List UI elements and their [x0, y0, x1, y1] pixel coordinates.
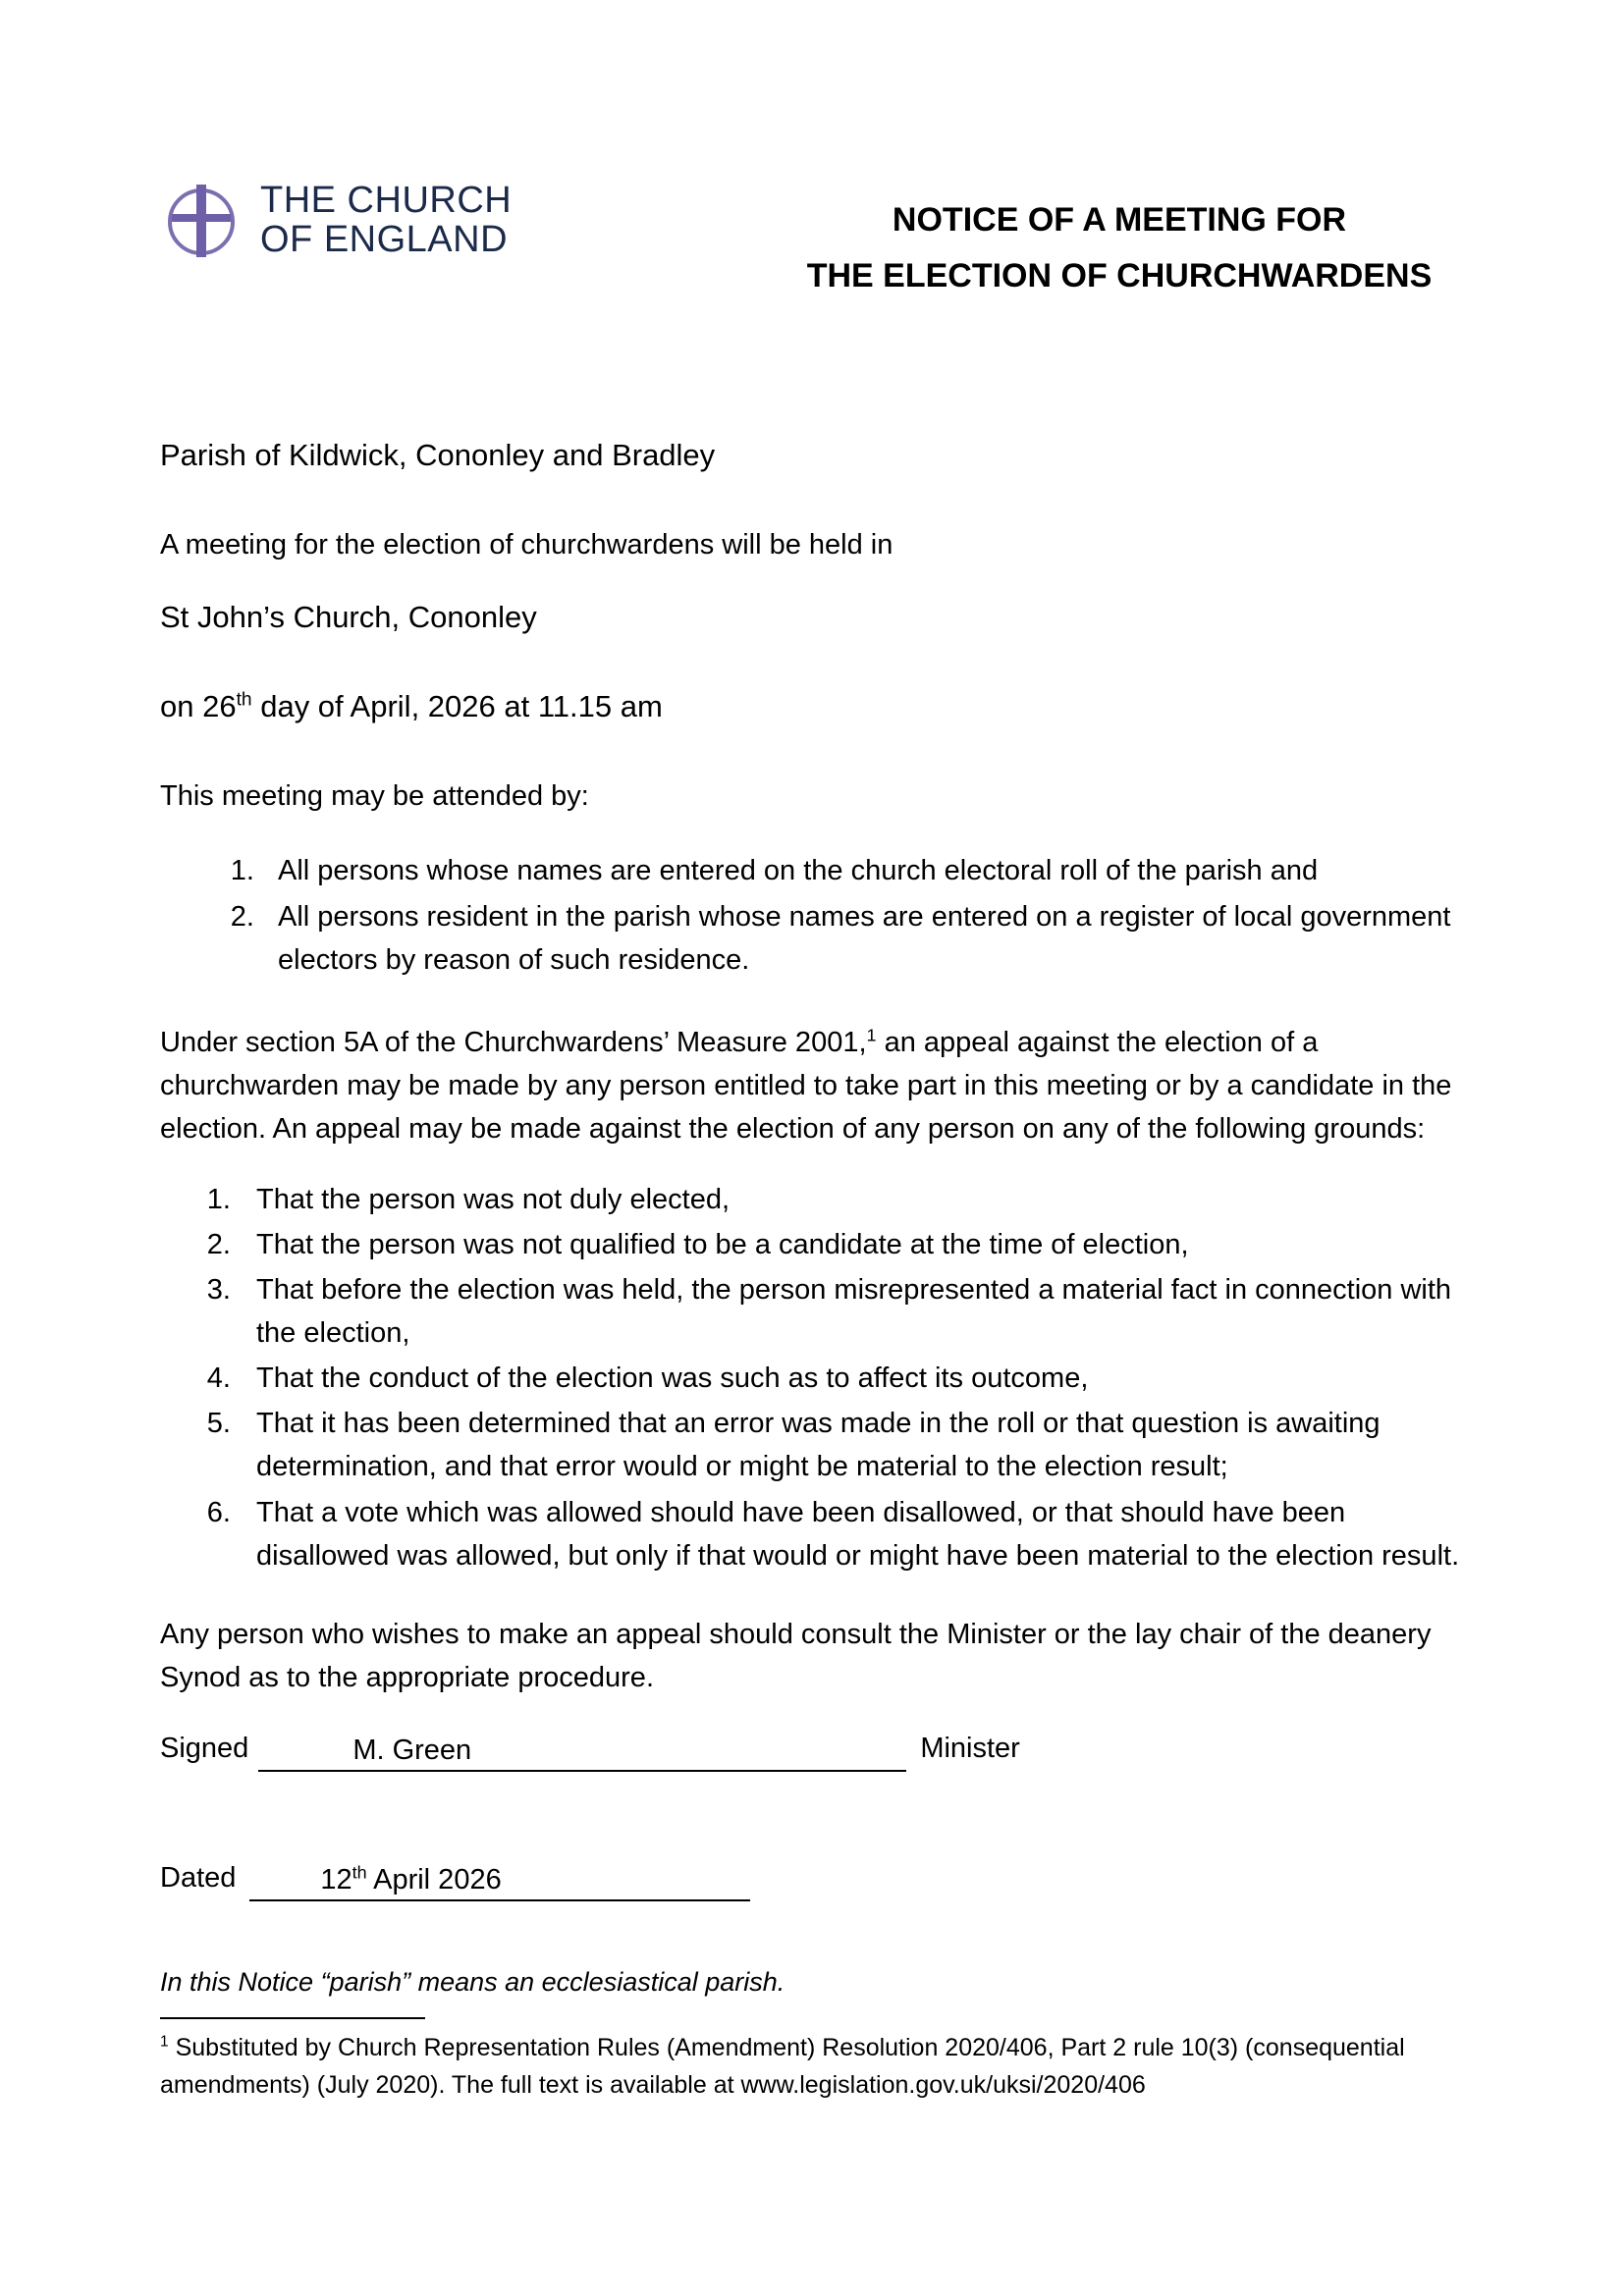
footnote-1 — [160, 2029, 1481, 2104]
footnote-body: Substituted by Church Representation Rules (Amendment) Resolution 2020/406, Part 2 rule 10(3) (consequential amendments) (July 2020). The full text is available at www.legislation.gov.uk/uksi/2020/406 — [160, 2034, 1405, 2099]
appeal-paragraph — [160, 1021, 1481, 1150]
page-title-line-2: THE ELECTION OF CHURCHWARDENS — [806, 257, 1433, 295]
church-of-england-cross-icon — [160, 179, 243, 261]
document-header — [0, 0, 1624, 294]
dated-block — [160, 1856, 1481, 1901]
attendance-intro: This meeting may be attended by: — [160, 780, 589, 813]
signed-row — [160, 1727, 1481, 1772]
meeting-intro: A meeting for the election of churchwardens will be held in — [160, 529, 893, 561]
closing-paragraph: Any person who wishes to make an appeal should consult the Minister or the lay chair of the deanery Synod as to the appropriate procedure. — [160, 1618, 1432, 1693]
page-title-line-1: NOTICE OF A MEETING FOR — [892, 201, 1347, 239]
list-item: 1. All persons whose names are entered on the church electoral roll of the parish and — [262, 849, 1481, 892]
dated-value — [249, 1858, 821, 1901]
meeting-datetime — [160, 683, 1481, 729]
footnote-separator — [160, 2017, 425, 2019]
list-item: 3. That before the election was held, the person misrepresented a material fact in connection with the election, — [239, 1268, 1481, 1355]
list-item: 5. That it has been determined that an error was made in the roll or that question is awaiting determination, and that error would or might be material to the election result; — [239, 1402, 1481, 1488]
logo-wordmark — [260, 181, 512, 260]
logo-wordmark-line2: OF ENGLAND — [260, 219, 509, 260]
document-body — [160, 432, 1481, 2002]
dated-value-ordinal: th — [352, 1862, 367, 1883]
signed-role-label: Minister — [920, 1732, 1020, 1764]
dated-value-prefix: 12 — [320, 1863, 352, 1896]
signature-field[interactable] — [258, 1727, 906, 1772]
list-item: 2. That the person was not qualified to be a candidate at the time of election, — [239, 1223, 1481, 1266]
meeting-date-prefix: on 26 — [160, 689, 237, 724]
meeting-date-ordinal: th — [236, 689, 252, 711]
footnote-area — [160, 2017, 1481, 2104]
list-item: 1. That the person was not duly elected, — [239, 1178, 1481, 1221]
appeal-text-part-2: an appeal against the election of a churchwarden may be made by any person entitled to take part in this meeting or by a candidate in the election. An appeal may be made against the election of any person on any of the following grounds: — [160, 1026, 1452, 1145]
dated-field[interactable] — [249, 1856, 750, 1901]
meeting-date-suffix: day of April, 2026 at 11.15 am — [251, 689, 663, 724]
list-item: 2. All persons resident in the parish whose names are entered on a register of local government electors by reason of such residence. — [262, 895, 1481, 982]
attendee-list — [160, 849, 1481, 981]
parish-definition-note: In this Notice “parish” means an ecclesiastical parish. — [160, 1966, 785, 1997]
page-title — [746, 192, 1492, 304]
signature-block — [160, 1727, 1481, 1772]
dated-label: Dated — [160, 1861, 237, 1894]
venue-name: St John’s Church, Cononley — [160, 600, 537, 635]
signed-label: Signed — [160, 1732, 249, 1764]
church-of-england-logo — [160, 179, 512, 261]
appeal-grounds-list — [160, 1178, 1481, 1577]
list-item: 6. That a vote which was allowed should have been disallowed, or that should have been disallowed was allowed, but only if that would or might have been material to the election result. — [239, 1491, 1481, 1577]
dated-row — [160, 1856, 1481, 1901]
signature-value: M. Green — [352, 1734, 472, 1766]
list-item: 4. That the conduct of the election was such as to affect its outcome, — [239, 1357, 1481, 1400]
parish-name: Parish of Kildwick, Cononley and Bradley — [160, 438, 716, 472]
dated-value-suffix: April 2026 — [366, 1863, 502, 1896]
footnote-marker: 1 — [160, 2033, 169, 2051]
footnote-reference: 1 — [866, 1025, 877, 1045]
appeal-text-part-1: Under section 5A of the Churchwardens’ Measure 2001, — [160, 1026, 867, 1058]
logo-wordmark-line1: THE CHURCH — [260, 179, 513, 221]
